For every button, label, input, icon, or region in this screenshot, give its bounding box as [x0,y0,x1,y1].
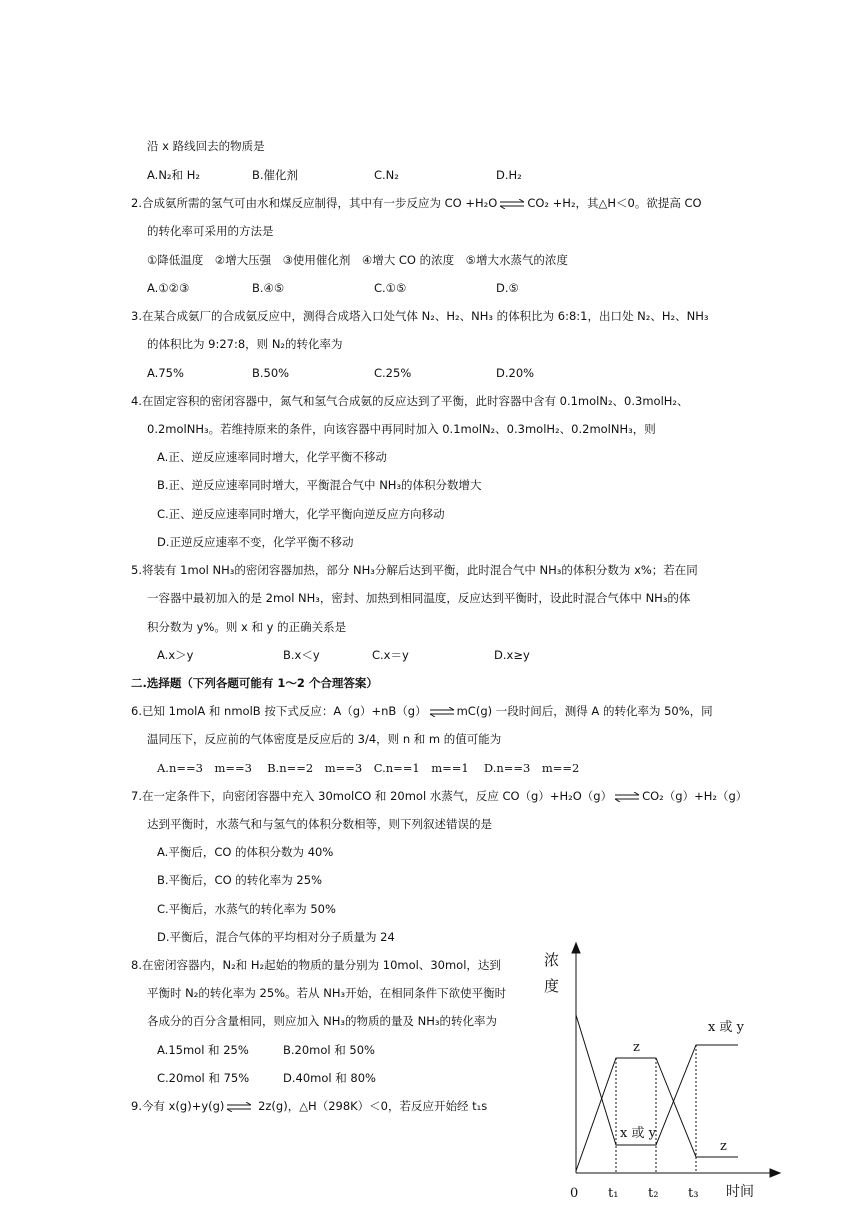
q5-line1: 5.将装有 1mol NH₃的密闭容器加热，部分 NH₃分解后达到平衡，此时混合气中 NH₃的体积分数为 x%；若在同 [131,563,698,577]
q8-line2: 平衡时 N₂的转化率为 25%。若从 NH₃开始，在相同条件下欲使平衡时 [147,986,507,1000]
q6-options: A.n==3 m==3 B.n==2 m==3 C.n==1 m==1 D.n==3 m==2 [157,761,580,775]
q1-tail: 沿 x 路线回去的物质是 [147,139,265,153]
q7-line1 [131,788,747,804]
q3-option-a: A.75% [147,366,184,380]
x-tick-t2: t₂ [648,1186,659,1201]
q7-line2: 达到平衡时，水蒸气和与氢气的体积分数相等，则下列叙述错误的是 [147,817,492,831]
q2-line2: 的转化率可采用的方法是 [147,224,274,238]
q8-option-c: C.20mol 和 75% [157,1071,250,1085]
q6-line1 [131,703,713,719]
q4-option-b: B.正、逆反应速率同时增大，平衡混合气中 NH₃的体积分数增大 [157,478,482,492]
q7-line1-pre: 7.在一定条件下，向密闭容器中充入 30molCO 和 20mol 水蒸气，反应 CO（g）+H₂O（g） [131,789,613,803]
q4-option-c: C.正、逆反应速率同时增大，化学平衡向逆反应方向移动 [157,507,445,521]
q1-option-a: A.N₂和 H₂ [147,168,200,182]
q3-line1: 3.在某合成氨厂的合成氨反应中，测得合成塔入口处气体 N₂、H₂、NH₃ 的体积比为 6:8:1，出口处 N₂、H₂、NH₃ [131,309,709,323]
q3-option-b: B.50% [252,366,290,380]
q2-option-b: B.④⑤ [252,281,285,295]
q6-line2: 温同压下，反应前的气体密度是反应后的 3/4，则 n 和 m 的值可能为 [147,732,502,746]
x-tick-t1: t₁ [608,1186,619,1201]
q7-option-b: B.平衡后，CO 的转化率为 25% [157,873,322,887]
q2-option-a: A.①②③ [147,281,190,295]
series-z-line [576,1058,738,1171]
q5-option-c: C.x＝y [372,648,409,662]
y-axis-arrow-icon [572,943,580,953]
q5-option-d: D.x≥y [494,648,530,662]
label-x-or-y-mid: x 或 y [620,1126,656,1141]
q8-option-a: A.15mol 和 25% [157,1043,249,1057]
q4-line1: 4.在固定容积的密闭容器中，氮气和氢气合成氨的反应达到了平衡，此时容器中含有 0.1molN₂、0.3molH₂、 [131,394,689,408]
q1-option-b: B.催化剂 [252,168,299,182]
q7-line1-post: CO₂（g）+H₂（g） [642,789,748,803]
q4-option-a: A.正、逆反应速率同时增大，化学平衡不移动 [157,450,387,464]
concentration-time-chart [540,935,800,1216]
equilibrium-arrow-icon [429,707,455,717]
equilibrium-arrow-icon [614,792,640,802]
q9-line1-post: 2z(g)，△H（298K）＜0，若反应开始经 t₁s [258,1099,488,1113]
q3-option-c: C.25% [374,366,412,380]
q1-option-d: D.H₂ [496,168,522,182]
q9-line1 [131,1098,487,1114]
q2-methods: ①降低温度 ②增大压强 ③使用催化剂 ④增大 CO 的浓度 ⑤增大水蒸气的浓度 [147,253,568,267]
label-x-or-y-top: x 或 y [708,1020,744,1035]
q7-option-a: A.平衡后，CO 的体积分数为 40% [157,845,334,859]
q4-line2: 0.2molNH₃。若维持原来的条件，向该容器中再同时加入 0.1molN₂、0.3molH₂、0.2molNH₃，则 [147,422,656,436]
q8-line3: 各成分的百分含量相同，则应加入 NH₃的物质的量及 NH₃的转化率为 [147,1014,498,1028]
y-axis-label-2: 度 [544,977,560,995]
q2-option-c: C.①⑤ [374,281,407,295]
q5-option-b: B.x＜y [283,648,320,662]
section-2-heading: 二.选择题（下列各题可能有 1～2 个合理答案） [131,676,378,690]
q5-line3: 积分数为 y%。则 x 和 y 的正确关系是 [147,620,347,634]
q2-line1-pre: 2.合成氨所需的氢气可由水和煤反应制得，其中有一步反应为 CO +H₂O [131,196,498,210]
x-axis-label: 时间 [726,1184,754,1200]
x-axis-arrow-icon [770,1169,780,1177]
x-tick-0: 0 [570,1186,579,1201]
q6-line1-post: mC(g) 一段时间后，测得 A 的转化率为 50%，同 [456,704,713,718]
q2-line1-post: CO₂ +H₂，其△H＜0。欲提高 CO [527,196,702,210]
q3-option-d: D.20% [496,366,535,380]
q8-option-d: D.40mol 和 80% [283,1071,376,1085]
q3-line2: 的体积比为 9:27:8，则 N₂的转化率为 [147,337,343,351]
q4-option-d: D.正逆反应速率不变，化学平衡不移动 [157,535,354,549]
q5-line2: 一容器中最初加入的是 2mol NH₃，密封、加热到相同温度，反应达到平衡时，设此时混合气体中 NH₃的体 [147,591,691,605]
q8-option-b: B.20mol 和 50% [283,1043,375,1057]
x-tick-t3: t₃ [688,1186,699,1201]
y-axis-label-1: 浓 [544,951,560,969]
label-z-bottom: z [720,1139,727,1154]
q2-option-d: D.⑤ [496,281,519,295]
q8-line1: 8.在密闭容器内，N₂和 H₂起始的物质的量分别为 10mol、30mol，达到 [131,958,501,972]
q1-option-c: C.N₂ [374,168,399,182]
q5-option-a: A.x＞y [157,648,194,662]
q7-option-c: C.平衡后，水蒸气的转化率为 50% [157,902,336,916]
q6-line1-pre: 6.已知 1molA 和 nmolB 按下式反应：A（g）+nB（g） [131,704,427,718]
equilibrium-arrow-icon [499,199,525,209]
q7-option-d: D.平衡后，混合气体的平均相对分子质量为 24 [157,930,395,944]
q9-line1-pre: 9.今有 x(g)+y(g) [131,1099,225,1113]
label-z-top: z [633,1040,640,1055]
q2-line1 [131,195,702,211]
equilibrium-arrow-icon [226,1102,252,1112]
